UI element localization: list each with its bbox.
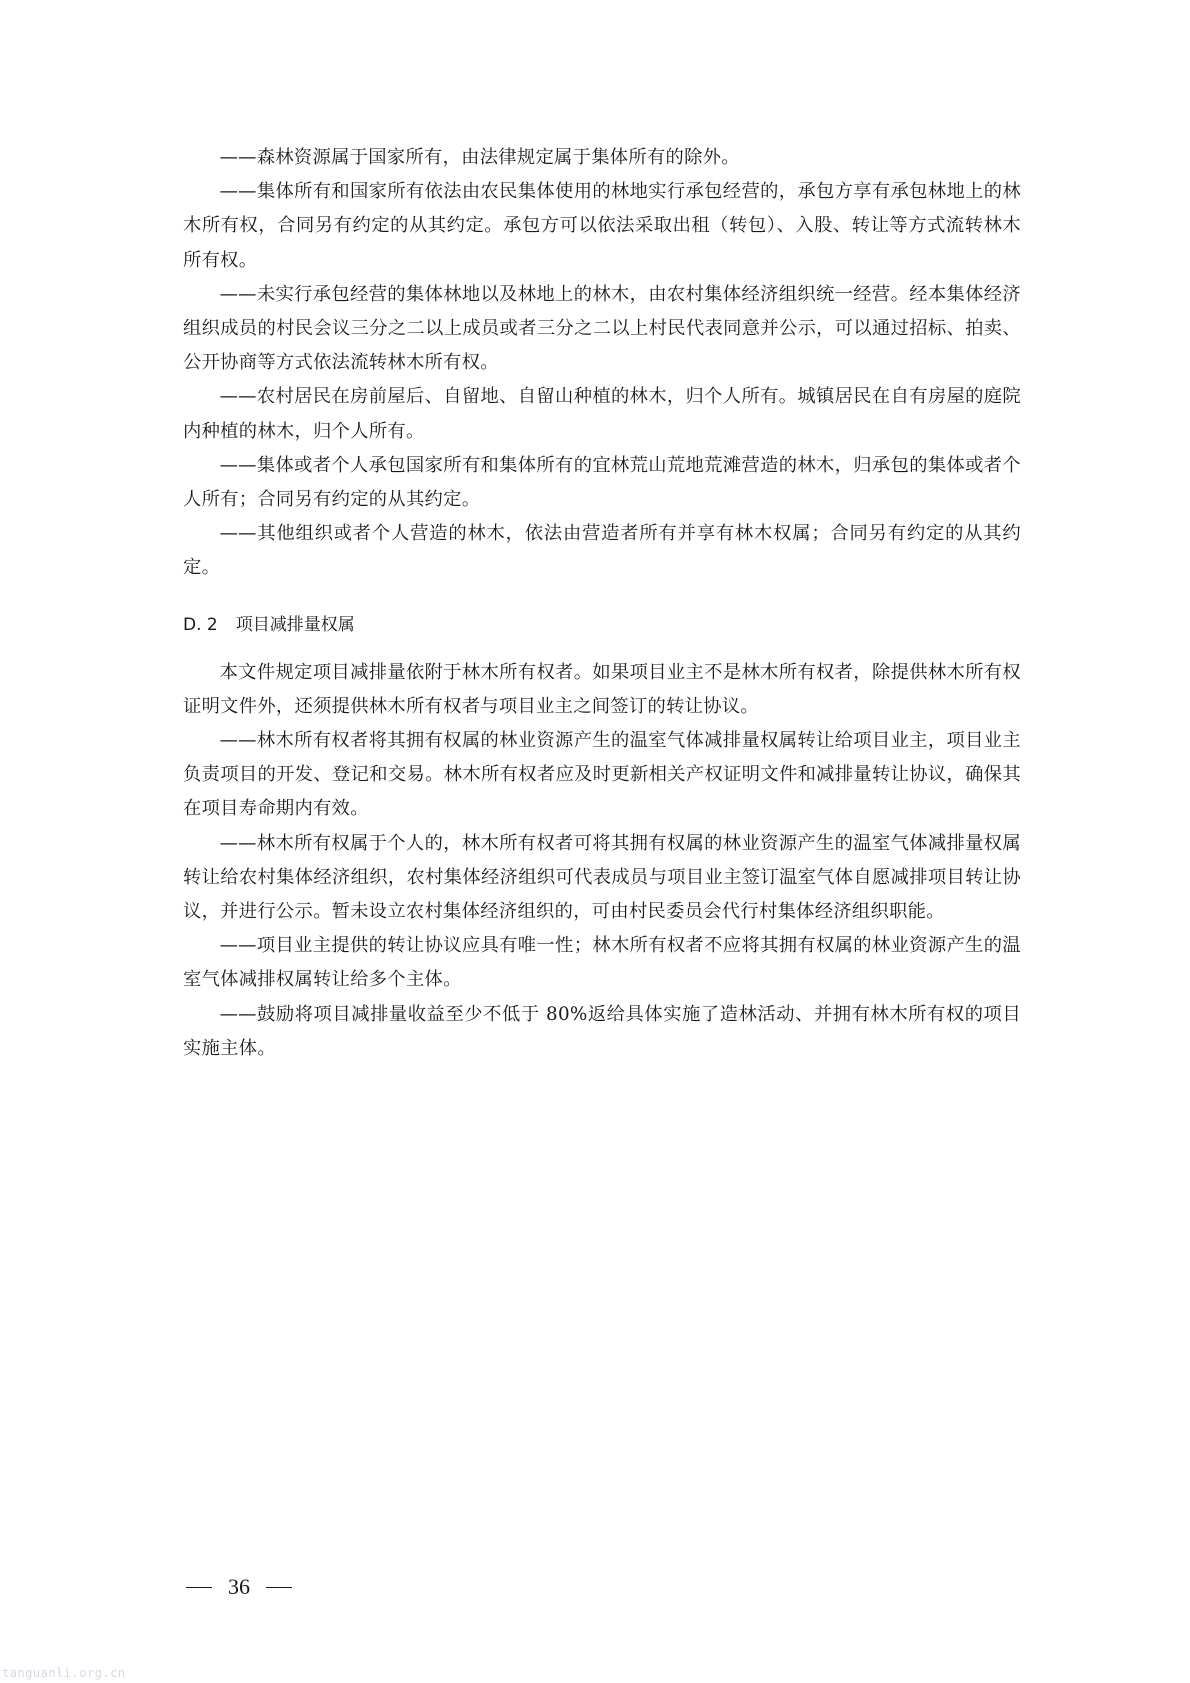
paragraph: 本文件规定项目减排量依附于林木所有权者。如果项目业主不是林木所有权者，除提供林木所有权证明文件外，还须提供林木所有权者与项目业主之间签订的转让协议。 <box>183 661 1021 717</box>
paragraph: ——森林资源属于国家所有，由法律规定属于集体所有的除外。 <box>219 147 740 168</box>
section-title: 项目减排量权属 <box>235 614 355 635</box>
paragraph: ——鼓励将项目减排量收益至少不低于 80%返给具体实施了造林活动、并拥有林木所有权的项目实施主体。 <box>183 1003 1021 1059</box>
page-number-dash-right <box>266 1587 292 1588</box>
section-number: D. 2 <box>183 614 218 635</box>
paragraph: ——集体或者个人承包国家所有和集体所有的宜林荒山荒地荒滩营造的林木，归承包的集体或者个人所有；合同另有约定的从其约定。 <box>183 454 1021 511</box>
watermark: tanguanli.org.cn <box>2 1666 126 1680</box>
paragraph: ——林木所有权者将其拥有权属的林业资源产生的温室气体减排量权属转让给项目业主，项目业主负责项目的开发、登记和交易。林木所有权者应及时更新相关产权证明文件和减排量转让协议，确保其在项目寿命期内有效。 <box>183 730 1021 820</box>
paragraph: ——项目业主提供的转让协议应具有唯一性；林木所有权者不应将其拥有权属的林业资源产生的温室气体减排权属转让给多个主体。 <box>183 935 1021 991</box>
page-number <box>186 1572 292 1602</box>
page-content <box>183 141 1021 1066</box>
paragraph: ——林木所有权属于个人的，林木所有权者可将其拥有权属的林业资源产生的温室气体减排量权属转让给农村集体经济组织，农村集体经济组织可代表成员与项目业主签订温室气体自愿减排项目转让协议，并进行公示。暂未设立农村集体经济组织的，可由村民委员会代行村集体经济组织职能。 <box>183 832 1021 923</box>
paragraph: ——未实行承包经营的集体林地以及林地上的林木，由农村集体经济组织统一经营。经本集体经济组织成员的村民会议三分之二以上成员或者三分之二以上村民代表同意并公示，可以通过招标、拍卖、公开协商等方式依法流转林木所有权。 <box>183 283 1021 374</box>
paragraph: ——农村居民在房前屋后、自留地、自留山种植的林木，归个人所有。城镇居民在自有房屋的庭院内种植的林木，归个人所有。 <box>183 386 1021 442</box>
page-number-value: 36 <box>228 1574 250 1599</box>
paragraph: ——集体所有和国家所有依法由农民集体使用的林地实行承包经营的，承包方享有承包林地上的林木所有权，合同另有约定的从其约定。承包方可以依法采取出租（转包）、入股、转让等方式流转林木所有权。 <box>183 181 1021 271</box>
paragraph: ——其他组织或者个人营造的林木，依法由营造者所有并享有林木权属；合同另有约定的从其约定。 <box>183 523 1021 579</box>
section-heading <box>183 610 1021 640</box>
page-number-dash-left <box>186 1587 212 1588</box>
